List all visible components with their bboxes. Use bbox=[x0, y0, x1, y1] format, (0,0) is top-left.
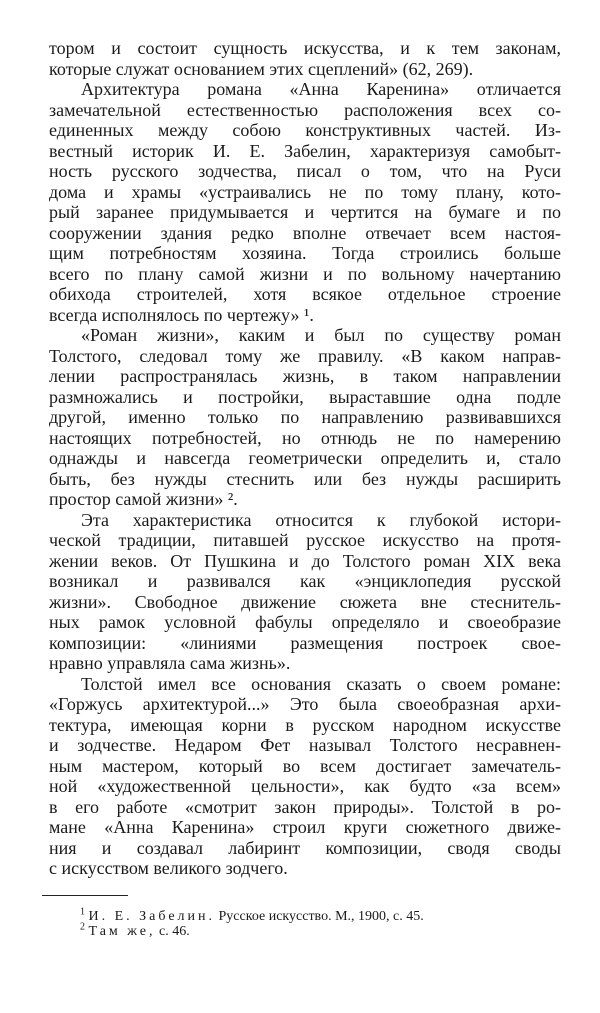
text-line: размножались и постройки, выраставшие одна подле bbox=[49, 386, 561, 407]
text-line: тектура, имеющая корни в русском народном искусстве bbox=[49, 714, 561, 735]
text-line: ным мастером, который во всем достигает замечатель- bbox=[49, 755, 561, 776]
text-line: простор самой жизни» ². bbox=[49, 489, 238, 509]
text-line: дома и храмы «устраивались не по тому плану, кото- bbox=[49, 181, 561, 202]
text-line: обихода строителей, хотя всякое отдельное строение bbox=[49, 284, 561, 304]
footnote-author: И. Е. Забелин. bbox=[88, 909, 216, 924]
text-line: ных рамок условной фабулы определяло и своеобразие bbox=[49, 612, 561, 632]
text-line: «Роман жизни», каким и был по существу роман bbox=[81, 325, 561, 345]
text-line: тором и состоит сущность искусства, и к тем законам, bbox=[49, 38, 561, 58]
text-line: ность русского зодчества, писал о том, что на Руси bbox=[49, 161, 561, 181]
footnote-author: Там же, bbox=[88, 924, 156, 939]
text-line: Толстого, следовал тому же правилу. «В каком направ- bbox=[49, 345, 561, 366]
footnote-divider bbox=[42, 895, 128, 896]
text-line: всегда исполнялось по чертежу» ¹. bbox=[49, 304, 314, 325]
footnote-1: $^1$ И. Е. Забелин. Русское искусство. М., 1900, с. 45. bbox=[80, 906, 424, 924]
text-line: «Горжусь архитектурой...» Это была своеобразная архи- bbox=[49, 694, 561, 714]
text-line: Толстой имел все основания сказать о своем романе: bbox=[81, 673, 561, 694]
text-line: возникал и развивался как «энциклопедия русской bbox=[49, 571, 561, 591]
text-line: ния и создавал лабиринт композиции, сводя своды bbox=[49, 837, 561, 858]
text-line: вестный историк И. Е. Забелин, характеризуя самобыт- bbox=[49, 140, 561, 161]
text-line: жизни». Свободное движение сюжета вне стеснитель- bbox=[49, 591, 561, 612]
text-line: Архитектура романа «Анна Каренина» отличается bbox=[81, 79, 561, 99]
footnote-text: Русское искусство. М., 1900, с. 45. bbox=[215, 909, 424, 924]
text-line: ной «художественной цельности», как будто «за всем» bbox=[49, 776, 561, 796]
text-line: Эта характеристика относится к глубокой истори- bbox=[81, 509, 561, 530]
footnote-text: с. 46. bbox=[155, 924, 190, 939]
text-line: быть, без нужды стеснить или без нужды расширить bbox=[49, 468, 561, 489]
text-line: другой, именно только по направлению развивавшихся bbox=[49, 407, 561, 427]
text-line: с искусством великого зодчего. bbox=[49, 858, 288, 878]
text-line: лении распространялась жизнь, в таком направлении bbox=[49, 366, 561, 386]
text-line: мане «Анна Каренина» строил круги сюжетного движе- bbox=[49, 817, 561, 837]
text-line: жении веков. От Пушкина и до Толстого роман XIX века bbox=[49, 550, 561, 571]
text-line: и зодчестве. Недаром Фет называл Толстого несравнен- bbox=[49, 735, 561, 755]
text-line: композиции: «линиями размещения построек свое- bbox=[49, 632, 561, 653]
footnotes bbox=[80, 906, 424, 939]
text-line: щим потребностям хозяина. Тогда строились больше bbox=[49, 243, 561, 263]
text-line: которые служат основанием этих сцеплений» (62, 269). bbox=[49, 58, 474, 79]
footnote-2: $^2$ Там же, с. 46. bbox=[80, 921, 190, 939]
body-text bbox=[49, 38, 561, 879]
text-line: однажды и навсегда геометрически определить и, стало bbox=[49, 448, 561, 468]
text-line: сооружении здания редко вполне отвечает всем настоя- bbox=[49, 222, 561, 243]
text-line: настоящих потребностей, но отнюдь не по намерению bbox=[49, 427, 561, 448]
text-line: единенных между собою конструктивных частей. Из- bbox=[49, 120, 561, 140]
text-line: рый заранее придумывается и чертится на бумаге и по bbox=[49, 202, 561, 222]
text-line: всего по плану самой жизни и по вольному начертанию bbox=[49, 263, 561, 284]
text-line: замечательной естественностью расположения всех со- bbox=[49, 99, 561, 120]
text-line: в его работе «смотрит закон природы». Толстой в ро- bbox=[49, 796, 561, 817]
text-line: нравно управляла сама жизнь». bbox=[49, 653, 291, 673]
text-line: ческой традиции, питавшей русское искусство на протя- bbox=[49, 530, 561, 550]
